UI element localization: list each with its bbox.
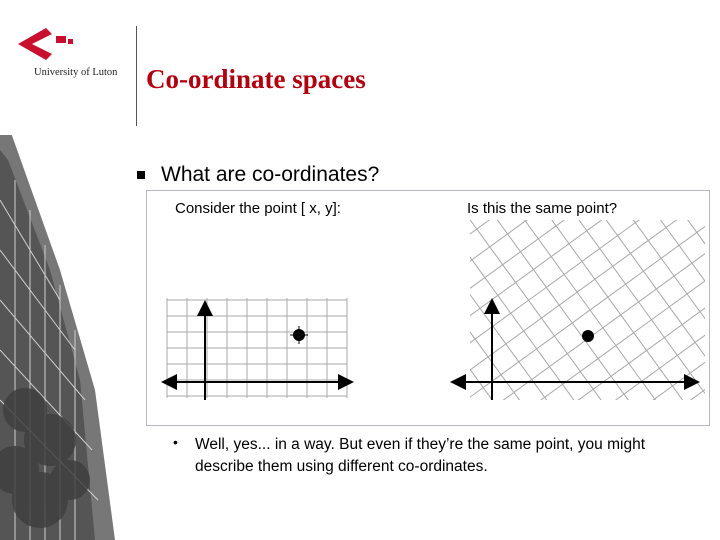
bullet-text: What are co-ordinates? xyxy=(161,163,380,186)
logo-text: University of Luton xyxy=(34,67,118,78)
point-left xyxy=(290,326,308,344)
grid-line xyxy=(514,305,720,528)
sub-bullet-icon: • xyxy=(173,434,178,450)
sub-bullet-text: Well, yes... in a way. But even if they’re the same point, you might describe them using different co-ordinates. xyxy=(195,436,645,475)
grid-line xyxy=(496,143,719,450)
caption-right: Is this the same point? xyxy=(467,200,618,217)
grid-line xyxy=(621,53,720,360)
grid-line xyxy=(550,105,720,412)
grid-line xyxy=(514,130,720,437)
grid-line xyxy=(346,74,653,297)
grid-line xyxy=(462,234,720,457)
point-right xyxy=(582,330,594,342)
grid-line xyxy=(354,247,577,540)
grid-line xyxy=(423,181,720,404)
grid-line xyxy=(359,92,666,315)
axes-right xyxy=(452,300,698,400)
grid-line xyxy=(532,117,720,424)
grid-line xyxy=(585,79,720,386)
grid-line xyxy=(333,56,640,279)
grid-line xyxy=(372,234,595,540)
axes-left xyxy=(163,302,352,400)
grid-line xyxy=(603,66,720,373)
caption-left: Consider the point [ x, y]: xyxy=(175,200,341,217)
slide-title: Co-ordinate spaces xyxy=(146,64,366,94)
